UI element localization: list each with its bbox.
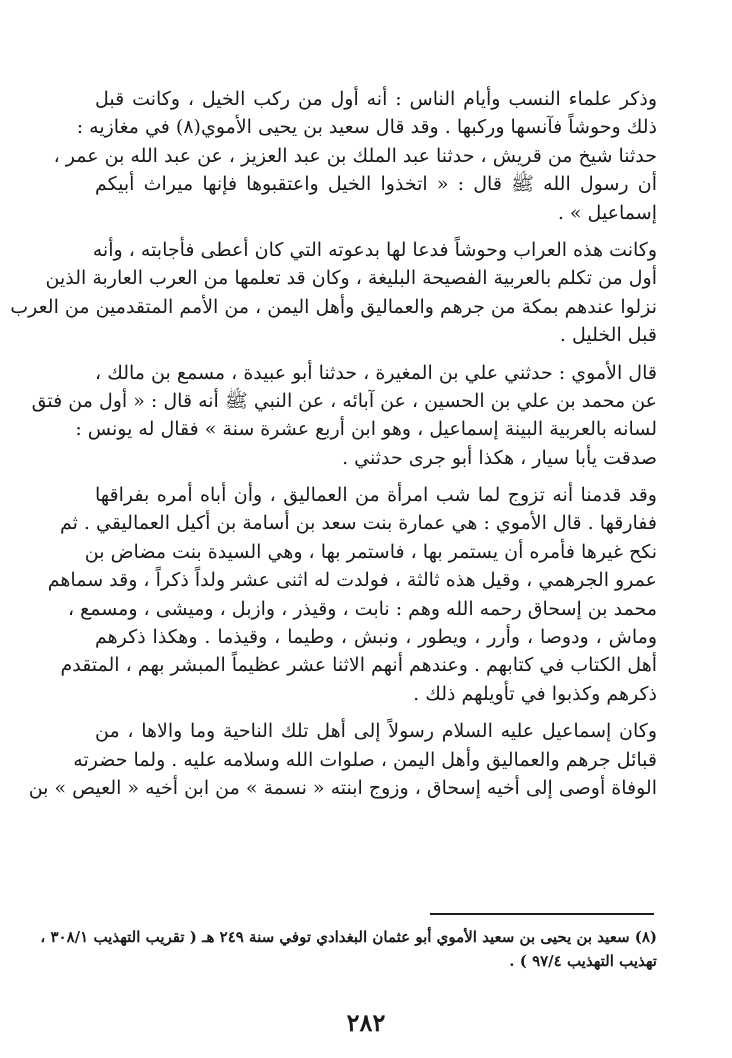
text-line: وقد قدمنا أنه تزوج لما شب امرأة من العماليق ، وأن أباه أمره بفراقها — [95, 484, 657, 507]
text-line: صدقت يأبا سيار ، هكذا أبو جرى حدثني . — [342, 446, 657, 469]
text-line: قبائل جرهم والعماليق وأهل اليمن ، صلوات الله وسلامه عليه . ولما حضرته — [73, 748, 657, 771]
text-line: عن محمد بن علي بن الحسين ، عن آبائه ، عن النبي ﷺ أنه قال : « أول من فتق — [31, 389, 657, 412]
text-line: قبل الخليل . — [559, 324, 657, 347]
paragraph — [28, 717, 657, 802]
text-line: حدثنا شيخ من قريش ، حدثنا عبد الملك بن عبد العزيز ، عن عبد الله بن عمر ، — [53, 144, 657, 167]
text-line: ذكرهم وكذبوا في تأويلهم ذلك . — [413, 682, 657, 705]
text-line: إسماعيل » . — [557, 201, 657, 224]
text-line: محمد بن إسحاق رحمه الله وهم : نابت ، وقيذر ، وازبل ، وميشى ، ومسمع ، — [67, 597, 657, 620]
text-line: عمرو الجرهمي ، وقيل هذه ثالثة ، فولدت له اثنى عشر ولداً ذكراً ، وقد سماهم — [47, 569, 657, 592]
text-line: وماش ، ودوصا ، وأرر ، ويطور ، ونبش ، وطيما ، وقيذما . وهكذا ذكرهم — [95, 626, 657, 649]
main-text — [10, 85, 657, 811]
footnote-divider — [430, 913, 654, 915]
text-line: وكان إسماعيل عليه السلام رسولاً إلى أهل تلك الناحية وما والاها ، من — [95, 720, 657, 743]
text-line: أول من تكلم بالعربية الفصيحة البليغة ، وكان قد تعلمها من العرب العاربة الذين — [45, 267, 657, 290]
footnote — [40, 925, 657, 973]
text-line: نزلوا عندهم بمكة من جرهم والعماليق وأهل اليمن ، من الأمم المتقدمين من العرب — [10, 295, 657, 318]
text-line: قال الأموي : حدثني علي بن المغيرة ، حدثنا أبو عبيدة ، مسمع بن مالك ، — [95, 361, 657, 384]
text-line: الوفاة أوصى إلى أخيه إسحاق ، وزوج ابنته « نسمة » من ابن أخيه « العيص » بن — [28, 776, 657, 799]
page-number: ٢٨٢ — [346, 1008, 386, 1037]
text-line: لسانه بالعربية البينة إسماعيل ، وهو ابن أربع عشرة سنة » فقال له يونس : — [75, 418, 657, 441]
footnote-line: تهذيب التهذيب ٩٧/٤ ) . — [509, 952, 657, 970]
footnote-line: (٨) سعيد بن يحيى بن سعيد الأموي أبو عثمان البغدادي توفي سنة ٢٤٩ هـ ( تقريب التهذيب ٣٠٨/١ ، — [40, 928, 657, 946]
text-line: نكح غيرها فأمره أن يستمر بها ، فاستمر بها ، وهي السيدة بنت مضاض بن — [84, 540, 657, 563]
text-line: ذلك وحوشاً فآنسها وركبها . وقد قال سعيد بن يحيى الأموي(٨) في مغازيه : — [76, 116, 657, 139]
paragraph — [53, 85, 657, 227]
text-line: أن رسول الله ﷺ قال : « اتخذوا الخيل واعتقبوها فإنها ميراث أبيكم — [95, 173, 657, 196]
paragraph — [47, 481, 657, 708]
text-line: ففارقها . قال الأموي : هي عمارة بنت سعد بن أسامة بن أكيل العماليقي . ثم — [59, 512, 657, 535]
text-line: وذكر علماء النسب وأيام الناس : أنه أول من ركب الخيل ، وكانت قبل — [95, 88, 657, 110]
paragraph — [31, 359, 657, 473]
text-line: أهل الكتاب في كتابهم . وعندهم أنهم الاثنا عشر عظيماً المبشر بهم ، المتقدم — [60, 654, 657, 677]
text-line: وكانت هذه العراب وحوشاً فدعا لها بدعوته التي كان أعطى فأجابته ، وأنه — [92, 238, 657, 261]
paragraph — [10, 236, 657, 350]
